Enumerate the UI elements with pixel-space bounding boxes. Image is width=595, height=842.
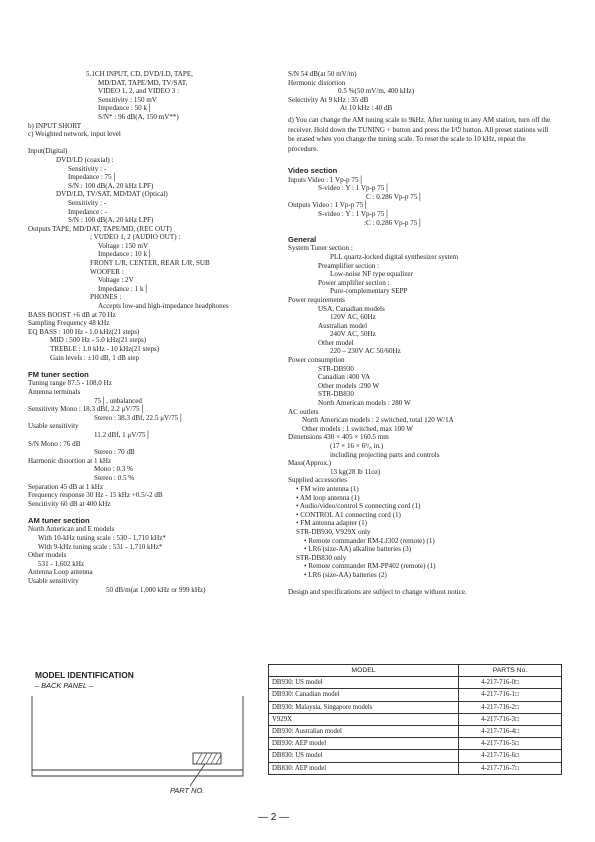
spec-line: Sensitivity : - xyxy=(68,198,107,207)
spec-line: Sencitivity 60 dB at 400 kHz xyxy=(28,499,111,508)
spec-line: 531 - 1,602 kHz xyxy=(38,559,85,568)
spec-line: 0.5 %(50 mV/m, 400 kHz) xyxy=(338,87,415,96)
spec-line: Preamplifier section : xyxy=(318,261,380,270)
back-panel-diagram xyxy=(30,690,250,790)
spec-line: • Audio/video/control S connecting cord (1) xyxy=(296,502,421,511)
spec-line: Sensitivity : 150 mV xyxy=(98,95,157,104)
model-column-header: MODEL xyxy=(269,665,459,677)
spec-line: FRONT L/R, CENTER, REAR L/R, SUB xyxy=(90,259,210,268)
spec-line: S/N 54 dB(at 50 mV/m) xyxy=(288,70,357,78)
am-tuning-note-text: d) You can change the AM tuning scale to 9kHz. After tuning in any AM station, turn off the receiver. Hold down the TUNING + button and press the I/⏻ button. All preset stations will be erased when you change the tuning scale. To reset the scale to 10 kHz, repeat the procedure. xyxy=(288,116,551,153)
spec-line: Low-noise NF type equalizer xyxy=(330,270,413,279)
parts-no-cell: 4-217-716-2□ xyxy=(459,701,562,713)
spec-line: North American models : 280 W xyxy=(318,399,411,408)
spec-line: S-video : Y : 1 Vp-p 75│ xyxy=(318,209,390,218)
right-top-specs xyxy=(288,70,414,113)
spec-line: 13 kg(28 lb 11oz) xyxy=(330,467,381,476)
spec-line: ; VUDEO 1, 2 (AUDIO OUT) : xyxy=(90,233,181,242)
table-row xyxy=(269,713,562,725)
spec-line: • FM antenna adapter (1) xyxy=(296,519,368,528)
part-no-label: PART NO. xyxy=(170,786,205,795)
spec-line: S/N* : 96 dB(A, 150 mV**) xyxy=(98,112,179,121)
spec-line: 120V AC, 60Hz xyxy=(330,313,376,322)
spec-line: Mono : 0.3 % xyxy=(94,465,134,474)
section-heading: Video section xyxy=(288,166,338,175)
spec-line: Hermonic distortion xyxy=(288,78,346,87)
spec-line: Stereo : 38.3 dBf, 22.5 μV/75│ xyxy=(94,413,184,422)
spec-line: Stereo : 0.5 % xyxy=(94,473,135,482)
spec-line: Dimensions 430 × 405 × 160.5 mm xyxy=(288,433,389,442)
spec-line: Separation 45 dB at 1 kHz xyxy=(28,482,104,491)
table-row xyxy=(269,677,562,689)
spec-line: Australian model xyxy=(318,321,368,330)
spec-line: • Remote commander RM-PP402 (remote) (1) xyxy=(304,562,436,571)
spec-line: 75│, unbalanced xyxy=(94,396,142,405)
table-row xyxy=(269,725,562,737)
spec-line: PLL quartz-locked digital synthesizer system xyxy=(330,252,459,261)
spec-line: Antenna Loop antenna xyxy=(28,568,93,577)
spec-line: 220 – 230V AC 50/60Hz xyxy=(330,347,401,356)
model-cell: DB930: Malaysia, Singapore models xyxy=(269,701,459,713)
spec-line: Usable sensitivity xyxy=(28,422,79,431)
spec-line: 50 dB/m(at 1,000 kHz or 999 kHz) xyxy=(106,585,206,594)
spec-line: Tuning range 87.5 - 108.0 Hz xyxy=(28,379,112,388)
table-row xyxy=(269,689,562,701)
model-parts-table xyxy=(268,664,562,775)
right-spec-column xyxy=(288,167,467,597)
spec-line: • AM loop antenna (1) xyxy=(296,493,360,502)
back-panel-subtitle: – BACK PANEL – xyxy=(35,681,94,690)
spec-line: • Remote commander RM-LJ302 (remote) (1) xyxy=(304,536,435,545)
spec-line: MD/DAT, TAPE/MD, TV/SAT, xyxy=(98,78,188,87)
spec-line: Other models :290 W xyxy=(318,381,380,390)
spec-line: North American models : 2 switched, total 120 W/1A xyxy=(302,416,454,425)
parts-no-cell: 4-217-716-3□ xyxy=(459,713,562,725)
spec-line: Impedance : 50 k│ xyxy=(98,104,153,113)
spec-line: At 10 kHz : 40 dB xyxy=(340,104,393,113)
spec-line: PHONES : xyxy=(90,293,122,302)
page-number: — 2 — xyxy=(258,812,290,823)
table-row xyxy=(269,762,562,774)
spec-line: Outputs Video : 1 Vp-p 75│ xyxy=(288,201,369,210)
spec-line: Impedance : 10 k│ xyxy=(98,250,153,259)
model-cell: DB930: Canadian model xyxy=(269,689,459,701)
spec-line: Outputs TAPE, MD/DAT, TAPE/MD, (REC OUT) xyxy=(28,224,172,233)
spec-line: 5.1CH INPUT, CD, DVD/LD, TAPE, xyxy=(86,70,193,78)
spec-line: Pure-complementary SEPP xyxy=(330,287,408,296)
spec-line: STR-DB930 xyxy=(318,364,354,373)
spec-line: Gain levels : ±10 dB, 1 dB step xyxy=(50,353,140,362)
spec-line: Sampling Frequency 48 kHz xyxy=(28,319,110,328)
spec-line: WOOFER : xyxy=(90,267,124,276)
spec-line: System Tuner section : xyxy=(288,244,353,253)
parts-no-cell: 4-217-716-4□ xyxy=(459,725,562,737)
spec-line: S/N : 100 dB(A, 20 kHz LPF) xyxy=(68,181,154,190)
spec-line: S-video : Y : 1 Vp-p 75│ xyxy=(318,184,390,193)
model-cell: DB930: US model xyxy=(269,677,459,689)
table-row xyxy=(269,750,562,762)
panel-outline xyxy=(32,696,243,770)
spec-line: BASS BOOST +6 dB at 70 Hz xyxy=(28,310,116,319)
spec-line: North American and E models xyxy=(28,525,115,534)
spec-line: Design and specifications are subject to change without notice. xyxy=(288,588,467,597)
spec-line: • FM wire antenna (1) xyxy=(296,484,359,493)
spec-line: Mass(Approx.) xyxy=(288,459,332,468)
model-cell: DB930: Australian model xyxy=(269,725,459,737)
spec-line: Other models : 1 switched, max 100 W xyxy=(302,424,413,433)
spec-line: Harmonic distortion at 1 kHz xyxy=(28,456,112,465)
spec-line: Usable sensitivity xyxy=(28,577,79,586)
section-heading: General xyxy=(288,234,317,244)
spec-line: Input(Digital) xyxy=(28,147,68,156)
parts-no-cell: 4-217-716-0□ xyxy=(459,677,562,689)
spec-line: C : 0.286 Vp-p 75│ xyxy=(366,192,423,201)
spec-line: Canadian :400 VA xyxy=(318,373,371,382)
parts-column-header: PARTS No. xyxy=(459,665,562,677)
spec-line: • LR6 (size-AA) batteries (2) xyxy=(304,570,387,579)
spec-line: Inputs Video : 1 Vp-p 75│ xyxy=(288,175,364,184)
model-cell: DB930: AEP model xyxy=(269,738,459,750)
am-tuning-note xyxy=(288,116,556,154)
spec-line: Antenna terminals xyxy=(28,387,81,396)
spec-line: Voltage : 2V xyxy=(98,276,134,285)
spec-line: Other model xyxy=(318,338,354,347)
spec-line: MID : 500 Hz - 5.0 kHz(21 steps) xyxy=(50,336,147,345)
spec-line: With 10-kHz tuning scale : 530 - 1,710 kHz* xyxy=(38,534,166,543)
spec-line: STR-DB830 xyxy=(318,390,354,399)
spec-line: Frequency response 30 Hz - 15 kHz +0.5/-2 dB xyxy=(28,491,163,500)
spec-line: • CONTROL A1 connecting cord (1) xyxy=(296,510,401,519)
spec-line: b) INPUT SHORT xyxy=(28,121,82,130)
spec-line: VIDEO 1, 2, and VIDEO 3 : xyxy=(98,87,180,96)
part-no-leader xyxy=(190,764,205,786)
spec-line: DVD/LD, TV/SAT, MD/DAT (Optical) xyxy=(56,190,168,199)
spec-line: S/N Mono : 76 dB xyxy=(28,439,81,448)
spec-line: Stereo : 70 dB xyxy=(94,448,135,457)
spec-line: Supplied accessories xyxy=(288,476,347,485)
spec-line: Power amplifier section : xyxy=(318,278,390,287)
panel-side xyxy=(32,770,243,776)
parts-no-cell: 4-217-716-5□ xyxy=(459,738,562,750)
model-cell: DB830: AEP model xyxy=(269,762,459,774)
spec-line: EQ BASS : 100 Hz - 1.0 kHz(21 steps) xyxy=(28,327,140,336)
section-heading: AM tuner section xyxy=(28,515,90,525)
parts-no-cell: 4-217-716-6□ xyxy=(459,750,562,762)
spec-line: Impedance : 75│ xyxy=(68,173,117,182)
spec-line: Power consumption xyxy=(288,356,345,365)
left-spec-column xyxy=(28,70,229,594)
spec-line: 11.2 dBf, 1 μV/75│ xyxy=(94,430,151,439)
parts-no-cell: 4-217-716-1□ xyxy=(459,689,562,701)
spec-line: c) Weighted network, input level xyxy=(28,130,121,139)
spec-line: Power requirements xyxy=(288,295,345,304)
spec-line: Accepts low-and high-impedance headphones xyxy=(98,302,229,311)
spec-line: S/N : 100 dB(A, 20 kHz LPF) xyxy=(68,216,154,225)
model-identification-title: MODEL IDENTIFICATION xyxy=(35,670,134,680)
parts-no-cell: 4-217-716-7□ xyxy=(459,762,562,774)
model-cell: DB830: US model xyxy=(269,750,459,762)
spec-line xyxy=(288,580,467,589)
spec-line: (17 × 16 × 6³/₈ in.) xyxy=(330,442,384,450)
section-heading: FM tuner section xyxy=(28,369,89,379)
spec-line: Impedance : 1 k│ xyxy=(98,284,149,293)
spec-line xyxy=(28,139,229,148)
spec-line: 240V AC, 50Hz xyxy=(330,330,376,339)
spec-line: TREBLE : 1.0 kHz - 10 kHz(21 steps) xyxy=(50,345,160,353)
spec-line: STR-DB830 only xyxy=(296,553,347,562)
spec-line: :C : 0.286 Vp-p 75│ xyxy=(364,218,423,227)
spec-line: USA, Canadian models xyxy=(318,304,385,313)
spec-line: Selectivity At 9 kHz : 35 dB xyxy=(288,95,369,104)
table-row xyxy=(269,738,562,750)
table-row xyxy=(269,701,562,713)
spec-line: Sensitivity Mono : 18.3 dBf, 2.2 μV/75│ xyxy=(28,405,145,414)
spec-line: Other models xyxy=(28,551,67,560)
spec-line: • LR6 (size-AA) alkaline batteries (3) xyxy=(304,545,412,554)
model-cell: V929X xyxy=(269,713,459,725)
spec-line: AC outlets xyxy=(288,407,319,416)
spec-line: including projecting parts and controls xyxy=(330,450,440,459)
spec-line: With 9-kHz tuning scale : 531 - 1,710 kHz* xyxy=(38,542,163,551)
spec-line: STR-DB930, V929X only xyxy=(296,527,371,536)
spec-line: Voltage : 150 mV xyxy=(98,241,149,250)
spec-line: DVD/LD (coaxial) : xyxy=(56,155,114,164)
spec-line: Impedance : - xyxy=(68,207,107,216)
spec-line: Sensitivity : - xyxy=(68,164,107,173)
